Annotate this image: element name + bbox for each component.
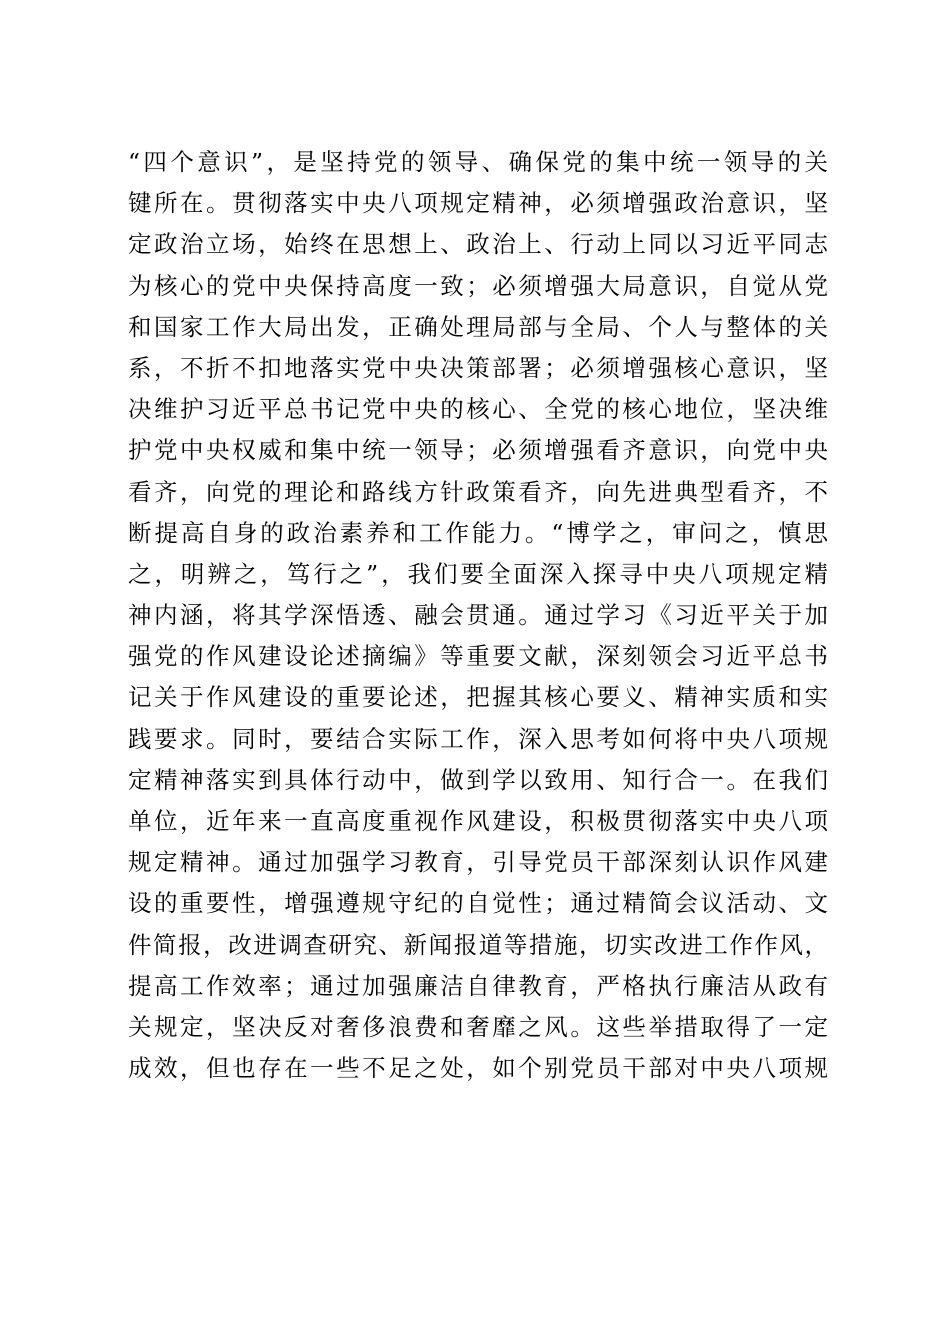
text-line: 践要求。同时，要结合实际工作，深入思考如何将中央八项规	[128, 724, 828, 753]
text-line: 成效，但也存在一些不足之处，如个别党员干部对中央八项规	[128, 1054, 828, 1083]
text-line: 断提高自身的政治素养和工作能力。“博学之，审问之，慎思	[128, 518, 828, 547]
text-line: 护党中央权威和集中统一领导；必须增强看齐意识，向党中央	[128, 436, 828, 465]
text-line: 强党的作风建设论述摘编》等重要文献，深刻领会习近平总书	[128, 642, 828, 671]
text-line: 决维护习近平总书记党中央的核心、全党的核心地位，坚决维	[128, 395, 828, 424]
text-line: 定精神落实到具体行动中，做到学以致用、知行合一。在我们	[128, 765, 828, 794]
text-line: 键所在。贯彻落实中央八项规定精神，必须增强政治意识，坚	[128, 189, 828, 218]
text-line: 定政治立场，始终在思想上、政治上、行动上同以习近平同志	[128, 230, 828, 259]
text-line: 单位，近年来一直高度重视作风建设，积极贯彻落实中央八项	[128, 807, 828, 835]
text-line: 设的重要性，增强遵规守纪的自觉性；通过精简会议活动、文	[128, 889, 828, 918]
text-line: 件简报，改进调查研究、新闻报道等措施，切实改进工作作风，	[128, 930, 828, 959]
text-line: 为核心的党中央保持高度一致；必须增强大局意识，自觉从党	[128, 271, 828, 300]
text-line: 记关于作风建设的重要论述，把握其核心要义、精神实质和实	[128, 683, 828, 712]
text-line: “四个意识”，是坚持党的领导、确保党的集中统一领导的关	[128, 148, 828, 176]
text-line: 关规定，坚决反对奢侈浪费和奢靡之风。这些举措取得了一定	[128, 1012, 828, 1041]
text-line: 神内涵，将其学深悟透、融会贯通。通过学习《习近平关于加	[128, 601, 828, 630]
body-paragraph	[128, 142, 828, 1089]
text-line: 和国家工作大局出发，正确处理局部与全局、个人与整体的关	[128, 312, 828, 341]
text-line: 系，不折不扣地落实党中央决策部署；必须增强核心意识，坚	[128, 353, 828, 382]
text-line: 之，明辨之，笃行之”，我们要全面深入探寻中央八项规定精	[128, 559, 828, 588]
text-line: 看齐，向党的理论和路线方针政策看齐，向先进典型看齐，不	[128, 477, 828, 506]
text-line: 规定精神。通过加强学习教育，引导党员干部深刻认识作风建	[128, 848, 828, 877]
text-line: 提高工作效率；通过加强廉洁自律教育，严格执行廉洁从政有	[128, 971, 828, 1000]
